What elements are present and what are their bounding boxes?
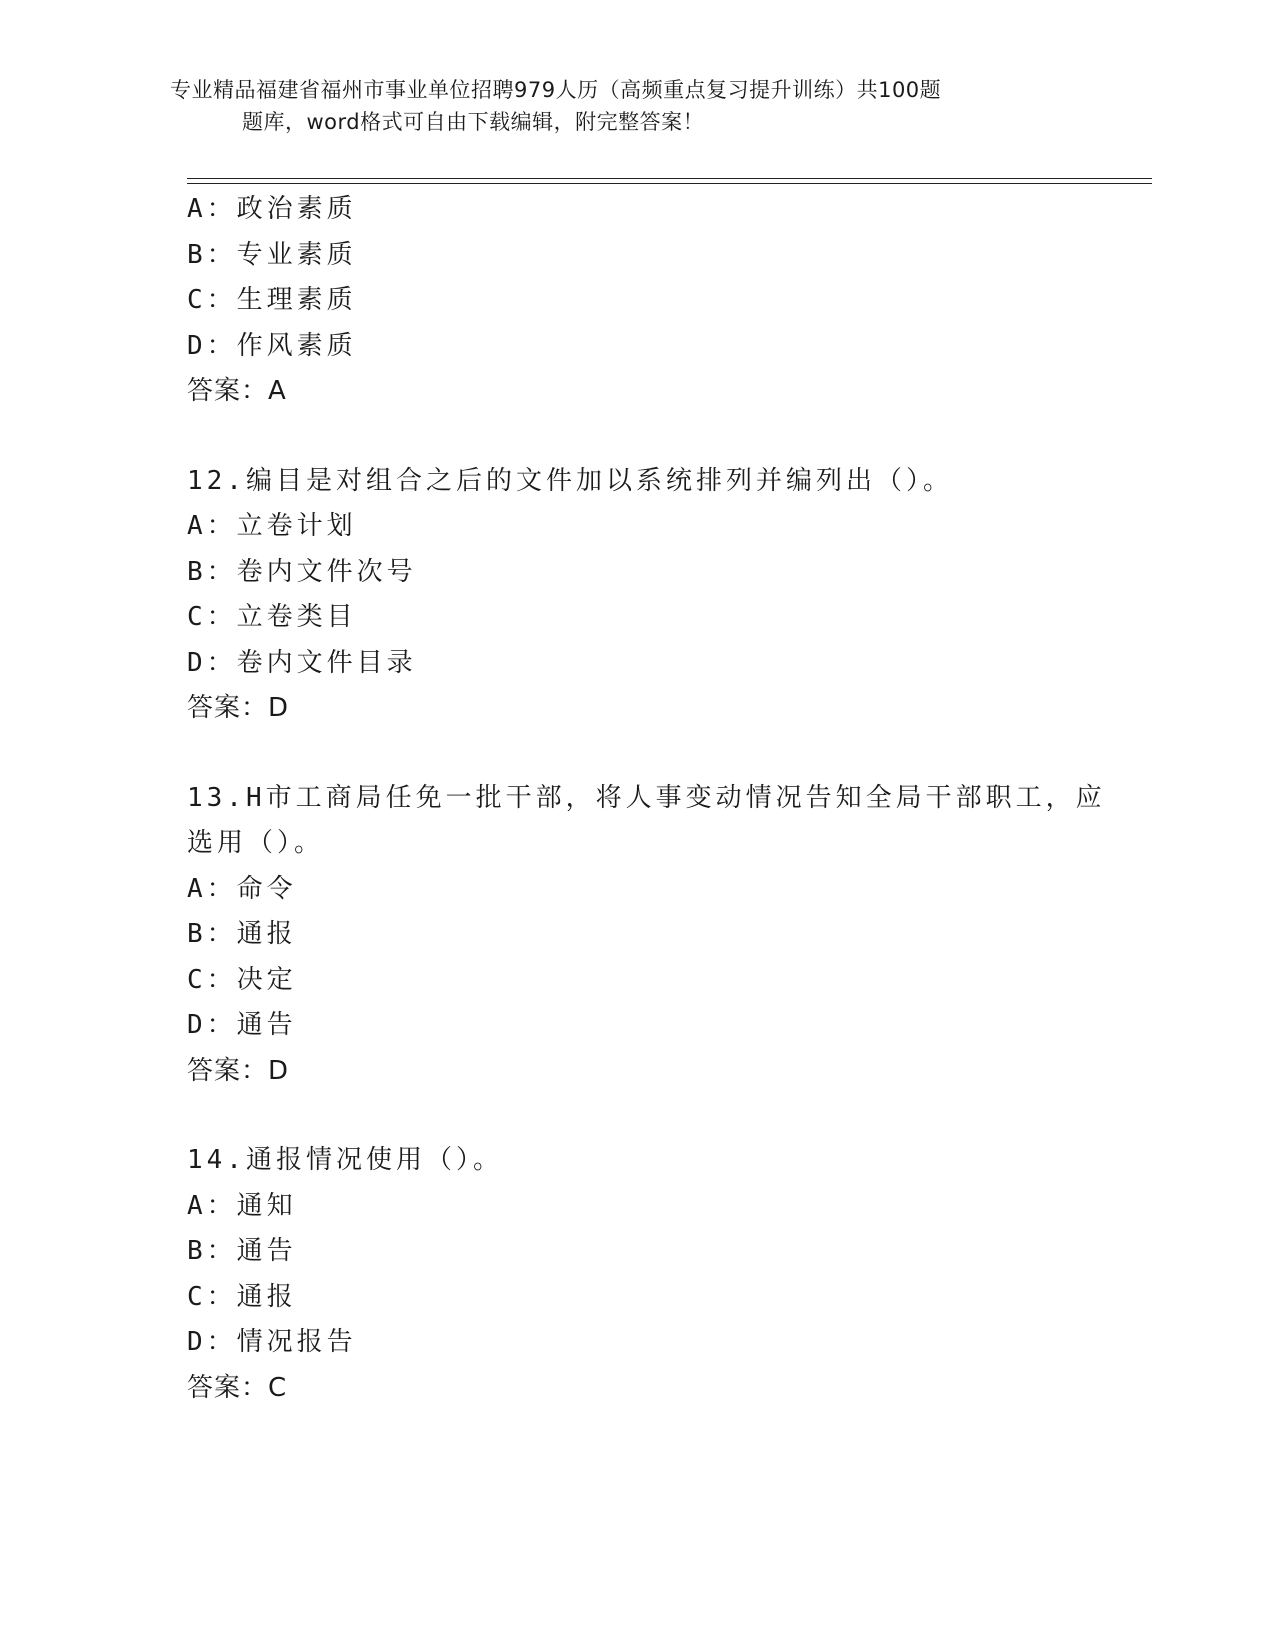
option-d: D：情况报告 [187,1327,357,1357]
header-title-line2: 题库，word格式可自由下载编辑，附完整答案！ [242,110,705,134]
option-c: C：生理素质 [187,285,357,315]
answer-line: 答案：C [187,1372,288,1403]
option-a: A：命令 [187,873,297,904]
answer-line: 答案：D [187,693,290,723]
document-header [170,74,1110,138]
header-rule-bottom [187,183,1152,184]
option-b: B：通报 [187,919,297,949]
option-c: C：立卷类目 [187,602,357,632]
option-a: A：立卷计划 [187,511,357,541]
question-12 [187,459,1147,732]
option-a: A：通知 [187,1190,297,1221]
answer-line: 答案：D [187,1055,290,1086]
option-d: D：通告 [187,1010,297,1040]
question-text: 14.通报情况使用（）。 [187,1145,503,1175]
question-text-line2: 选用（）。 [187,828,325,858]
answer-line: 答案：A [187,376,287,406]
option-d: D：卷内文件目录 [187,647,417,678]
option-a: A：政治素质 [187,194,357,224]
question-14 [187,1138,1147,1411]
spacer [187,732,1147,776]
question-text-line1: 13.H市工商局任免一批干部，将人事变动情况告知全局干部职工，应 [187,782,1106,813]
header-title-line1: 专业精品福建省福州市事业单位招聘979人历（高频重点复习提升训练）共100题 [170,78,942,102]
document-body [187,187,1147,1411]
option-b: B：通告 [187,1236,297,1266]
question-11-continued [187,187,1147,415]
question-text: 12.编目是对组合之后的文件加以系统排列并编列出（）。 [187,465,953,496]
option-d: D：作风素质 [187,330,357,361]
question-13 [187,776,1147,1095]
spacer [187,1094,1147,1138]
spacer [187,415,1147,459]
option-b: B：卷内文件次号 [187,556,417,587]
header-rule-top [187,178,1152,179]
option-c: C：通报 [187,1281,297,1312]
option-b: B：专业素质 [187,239,357,270]
option-c: C：决定 [187,964,297,995]
